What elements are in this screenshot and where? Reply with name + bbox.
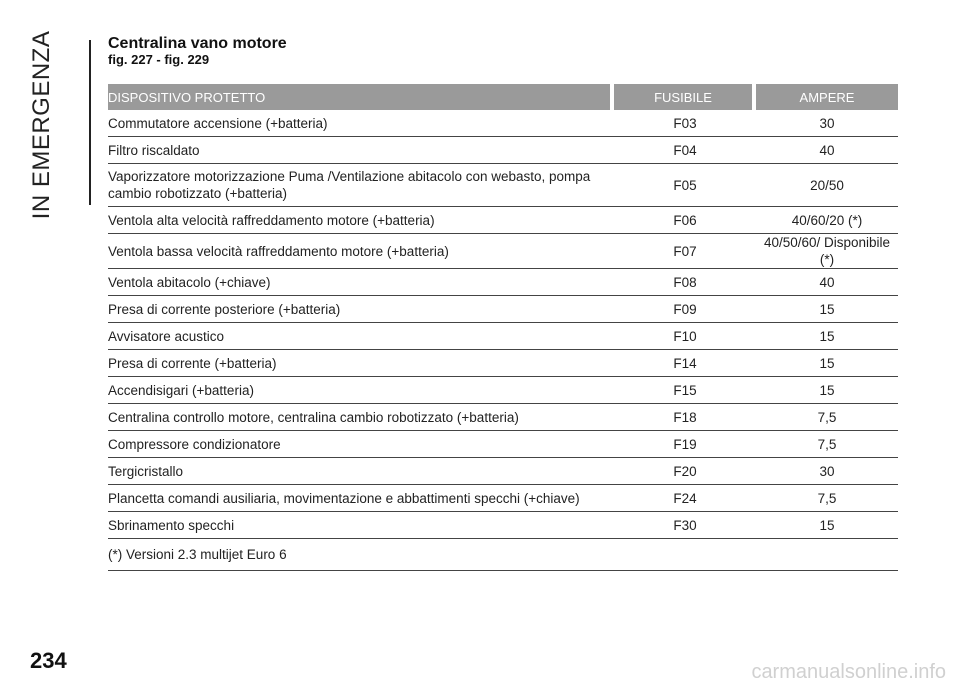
cell-ampere: 40/60/20 (*) — [791, 212, 863, 228]
cell-device: Sbrinamento specchi — [108, 517, 235, 533]
cell-fuse: F04 — [673, 142, 697, 158]
cell-device: Commutatore accensione (+batteria) — [108, 115, 328, 131]
cell-device: Avvisatore acustico — [108, 328, 225, 344]
page-number: 234 — [30, 648, 67, 673]
table-row — [108, 404, 898, 431]
table-row — [108, 110, 898, 137]
header-device — [108, 84, 610, 110]
cell-fuse: F07 — [673, 243, 697, 259]
table-row — [108, 137, 898, 164]
cell-fuse: F10 — [673, 328, 697, 344]
cell-device: Ventola bassa velocità raffreddamento motore (+batteria) — [108, 243, 449, 259]
cell-ampere: 7,5 — [817, 436, 837, 452]
cell-fuse: F05 — [673, 177, 697, 193]
cell-fuse: F24 — [673, 490, 697, 506]
cell-device: Tergicristallo — [108, 463, 184, 479]
table-row — [108, 164, 898, 207]
header-fuse: FUSIBILE — [614, 84, 752, 110]
table-footnote: (*) Versioni 2.3 multijet Euro 6 — [108, 547, 898, 571]
cell-device: Compressore condizionatore — [108, 436, 281, 452]
watermark: carmanualsonline.info — [751, 661, 946, 683]
fuse-table — [108, 84, 898, 571]
cell-ampere: 40 — [819, 274, 835, 290]
cell-device: Accendisigari (+batteria) — [108, 382, 254, 398]
cell-device: Presa di corrente posteriore (+batteria) — [108, 301, 341, 317]
cell-device: Ventola alta velocità raffreddamento motore (+batteria) — [108, 212, 435, 228]
cell-ampere: 7,5 — [817, 490, 837, 506]
cell-ampere: 30 — [819, 463, 835, 479]
table-row — [108, 431, 898, 458]
cell-fuse: F18 — [673, 409, 697, 425]
cell-ampere: 15 — [819, 301, 835, 317]
table-row — [108, 485, 898, 512]
cell-fuse: F06 — [673, 212, 697, 228]
header-device-label: DISPOSITIVO PROTETTO — [108, 89, 266, 105]
table-body — [108, 110, 898, 539]
cell-device: Plancetta comandi ausiliaria, movimentazione e abbattimenti specchi (+chiave) — [108, 490, 580, 506]
cell-fuse: F03 — [673, 115, 697, 131]
table-row — [108, 207, 898, 234]
cell-ampere: 15 — [819, 328, 835, 344]
cell-fuse: F15 — [673, 382, 697, 398]
header-ampere: AMPERE — [756, 84, 898, 110]
table-row — [108, 350, 898, 377]
cell-ampere: 15 — [819, 355, 835, 371]
table-row — [108, 512, 898, 539]
cell-fuse: F20 — [673, 463, 697, 479]
table-row — [108, 458, 898, 485]
cell-ampere: 7,5 — [817, 409, 837, 425]
cell-fuse: F08 — [673, 274, 697, 290]
table-row — [108, 296, 898, 323]
page-title: Centralina vano motore — [108, 35, 287, 52]
figure-reference: fig. 227 - fig. 229 — [108, 52, 210, 67]
cell-device: Filtro riscaldato — [108, 142, 200, 158]
table-row — [108, 377, 898, 404]
cell-ampere: 15 — [819, 517, 835, 533]
table-row — [108, 323, 898, 350]
cell-ampere: 15 — [819, 382, 835, 398]
section-divider — [89, 40, 91, 205]
table-row — [108, 234, 898, 269]
cell-ampere: 40 — [819, 142, 835, 158]
cell-fuse: F09 — [673, 301, 697, 317]
cell-device: Ventola abitacolo (+chiave) — [108, 274, 271, 290]
cell-ampere: 30 — [819, 115, 835, 131]
cell-fuse: F19 — [673, 436, 697, 452]
cell-ampere: 20/50 — [810, 177, 844, 193]
cell-device: Vaporizzatore motorizzazione Puma /Ventilazione abitacolo con webasto, pompa cambio robotizzato (+batteria) — [108, 169, 591, 201]
cell-ampere: 40/50/60/ Disponibile (*) — [763, 235, 891, 267]
table-header — [108, 84, 898, 110]
section-title-text: IN EMERGENZA — [28, 30, 55, 220]
cell-device: Presa di corrente (+batteria) — [108, 355, 277, 371]
cell-fuse: F30 — [673, 517, 697, 533]
cell-fuse: F14 — [673, 355, 697, 371]
table-row — [108, 269, 898, 296]
section-title — [22, 30, 62, 220]
cell-device: Centralina controllo motore, centralina cambio robotizzato (+batteria) — [108, 409, 519, 425]
